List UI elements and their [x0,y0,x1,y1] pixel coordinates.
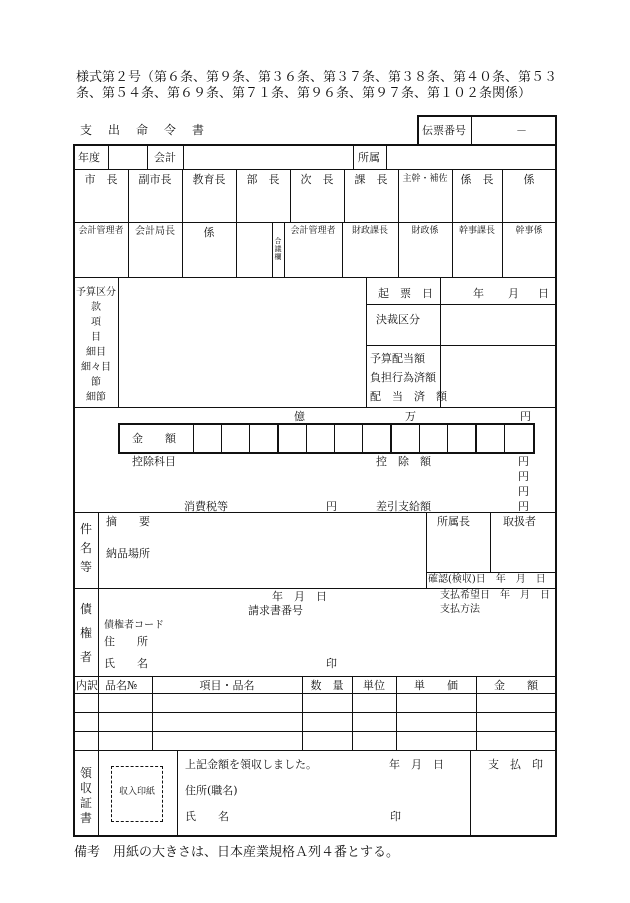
approver-accounting-manager-2: 会計管理者 [290,226,336,236]
delivery-place-label: 納品場所 [106,547,150,560]
approver-accounting-manager: 会計管理者 [78,226,124,236]
approver-accounting-staff: 係 [203,226,215,239]
budget-saisetsu-label: 細節 [86,392,106,403]
approver-finance-chief: 財政課長 [351,226,388,236]
creditor-side-label: 債権者 [79,602,92,664]
budget-committed-label: 負担行為済額 [370,371,436,384]
budget-assigned-label: 配 当 済 額 [370,390,447,403]
approver-finance-staff: 財政係 [411,226,439,236]
approver-row-1 [74,170,556,222]
deduction-amount-label: 控 除 額 [376,455,431,468]
creditor-address-label: 住 所 [104,635,148,648]
approver-section-chief: 課 長 [354,173,388,186]
decision-category-label: 決裁区分 [376,313,420,326]
draft-date-month: 月 [508,287,519,300]
amount-label: 金 額 [132,432,176,445]
budget-kou-label: 項 [91,317,101,328]
items-amount-header: 金 額 [494,679,538,692]
approver-row-2 [74,223,556,277]
receipt-seal-mark: 印 [390,810,401,823]
consultation-column-mark: 合議欄 [274,237,282,261]
approver-accounting-bureau-chief: 会計局長 [135,226,175,237]
approver-mayor: 市 長 [84,173,118,186]
deduction-yen-1: 円 [518,455,529,468]
net-yen: 円 [518,500,529,513]
amount-box[interactable] [118,423,535,454]
form-header-text: 様式第２号（第６条、第９条、第３６条、第３７条、第３８条、第４０条、第５３条、第５４条、第６９条、第７１条、第９６条、第９７条、第１０２条関係） [76,70,558,101]
receipt-date-label: 年 月 日 [389,758,444,771]
approver-director: 部 長 [246,173,280,186]
budget-allocated-label: 予算配当額 [370,352,425,365]
budget-kan-label: 款 [91,302,101,313]
approver-staff: 係 [523,173,535,186]
revenue-stamp-box [111,766,163,822]
slip-number-value[interactable]: － [516,124,527,137]
form-title: 支 出 命 令 書 [80,123,207,137]
subject-side-label: 件名等 [79,522,92,574]
receipt-side-label: 領収証書 [79,766,92,825]
items-name-header: 項目・品名 [199,679,255,692]
items-breakdown-header: 内訳 [76,679,98,692]
net-payment-label: 差引支給額 [376,500,431,513]
approver-secretary-chief: 幹事課長 [458,226,495,236]
approver-deputy-director: 次 長 [300,173,334,186]
payment-method-label: 支払方法 [440,604,480,615]
account-label: 会計 [154,151,176,164]
creditor-name-label: 氏 名 [104,657,148,670]
footer-note: 備考 用紙の大きさは、日本産業規格Ａ列４番とする。 [74,845,400,860]
dept-head-label: 所属長 [437,515,470,528]
consumption-tax-yen: 円 [326,500,337,513]
items-unit-header: 単位 [363,679,385,692]
consumption-tax-label: 消費税等 [184,500,228,513]
approver-education-chief: 教育長 [192,173,226,186]
approver-unit-chief: 係 長 [460,173,494,186]
deduction-yen-3: 円 [518,485,529,498]
approver-vice-mayor: 副市長 [138,173,172,186]
items-number-header: 品名№ [105,679,138,692]
invoice-date-label: 年 月 日 [272,590,327,603]
receipt-address-label: 住所(職名) [185,784,238,797]
table-row[interactable] [74,731,556,732]
approver-supervisor: 主幹・補佐 [402,174,448,184]
desired-payment-date-label: 支払希望日 年 月 日 [440,590,550,601]
budget-saimoku-label: 細目 [86,347,106,358]
revenue-stamp-label: 収入印紙 [118,787,155,797]
items-unit-price-header: 単 価 [414,679,458,692]
receipt-name-label: 氏 名 [185,810,229,823]
budget-moku-label: 目 [91,332,101,343]
creditor-seal-mark: 印 [326,657,337,670]
summary-label: 摘 要 [106,515,150,528]
department-label: 所属 [358,151,380,164]
slip-number-label: 伝票番号 [422,124,466,137]
budget-setsu-label: 節 [91,377,101,388]
approver-secretary-staff: 幹事係 [515,226,543,236]
payment-seal-label: 支 払 印 [488,758,543,771]
draft-date-year: 年 [473,287,484,300]
unit-yen: 円 [520,410,531,423]
creditor-code-label: 債権者コード [104,620,164,631]
handler-label: 取扱者 [503,515,536,528]
draft-date-label: 起 票 日 [378,287,433,300]
receipt-statement: 上記金額を領収しました。 [185,758,317,771]
unit-man: 万 [405,410,416,423]
invoice-number-label: 請求書番号 [248,604,303,617]
table-row[interactable] [74,712,556,713]
budget-saisaimoku-label: 細々目 [81,362,111,373]
year-label: 年度 [78,151,100,164]
items-quantity-header: 数 量 [310,679,344,692]
unit-oku: 億 [294,410,305,423]
budget-category-label: 予算区分 [76,287,116,298]
inspection-date-label: 確認(検収)日 年 月 日 [428,574,546,585]
deduction-yen-2: 円 [518,470,529,483]
draft-date-day: 日 [538,287,549,300]
deduction-subject-label: 控除科目 [132,455,176,468]
